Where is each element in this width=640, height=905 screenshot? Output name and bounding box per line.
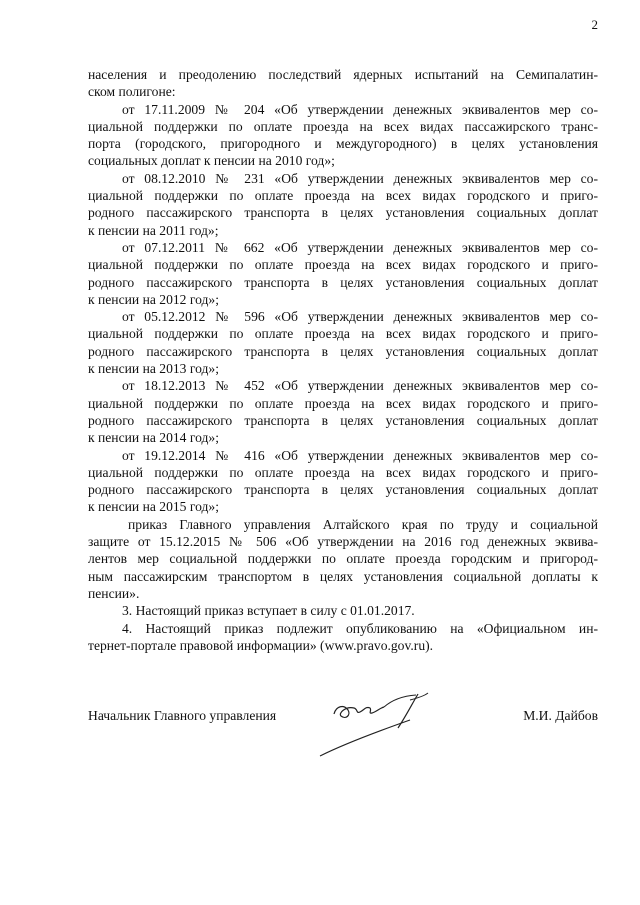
- text-line: 4. Настоящий приказ подлежит опубликованию на «Официальном ин-: [122, 620, 598, 636]
- text-line: родного пассажирского транспорта в целях установления социальных доплат: [88, 482, 598, 498]
- text-line: порта (городского, пригородного и междугородного) в целях установления: [88, 136, 598, 152]
- text-line: от 18.12.2013 № 452 «Об утверждении денежных эквивалентов мер со-: [122, 378, 598, 394]
- signer-name: М.И. Дайбов: [523, 708, 598, 723]
- text-line: от 08.12.2010 № 231 «Об утверждении денежных эквивалентов мер со-: [122, 170, 598, 186]
- text-line: циальной поддержки по оплате проезда на всех видах городского и приго-: [88, 464, 598, 480]
- text-line: ным пассажирским транспортом в целях установления социальной доплаты к: [88, 568, 598, 584]
- text-line: ском полигоне:: [88, 84, 176, 100]
- text-line: населения и преодолению последствий ядерных испытаний на Семипалатин-: [88, 67, 598, 82]
- text-line: циальной поддержки по оплате проезда на всех видах городского и приго-: [88, 395, 598, 411]
- text-line: циальной поддержки по оплате проезда на всех видах пассажирского транс-: [88, 118, 598, 134]
- text-line: лентов мер социальной поддержки по оплате проезда городским и пригород-: [88, 551, 598, 567]
- signature-block: [88, 708, 598, 768]
- text-line: циальной поддержки по оплате проезда на всех видах городского и приго-: [88, 257, 598, 273]
- text-line: социальных доплат к пенсии на 2010 год»;: [88, 153, 335, 169]
- text-line: от 19.12.2014 № 416 «Об утверждении денежных эквивалентов мер со-: [122, 447, 598, 463]
- signer-title: Начальник Главного управления: [88, 708, 277, 723]
- text-line: от 17.11.2009 № 204 «Об утверждении денежных эквивалентов мер со-: [122, 101, 598, 117]
- text-line: родного пассажирского транспорта в целях установления социальных доплат: [88, 274, 598, 290]
- text-line: от 07.12.2011 № 662 «Об утверждении денежных эквивалентов мер со-: [122, 239, 598, 255]
- handwritten-signature: [306, 692, 446, 764]
- text-line: к пенсии на 2012 год»;: [88, 291, 219, 307]
- text-line: циальной поддержки по оплате проезда на всех видах городского и приго-: [88, 188, 598, 204]
- text-line: защите от 15.12.2015 № 506 «Об утверждении на 2016 год денежных эквива-: [88, 534, 598, 550]
- text-line: приказ Главного управления Алтайского края по труду и социальной: [128, 516, 598, 532]
- text-line: к пенсии на 2013 год»;: [88, 361, 219, 377]
- document-body: [88, 66, 598, 654]
- text-line: родного пассажирского транспорта в целях установления социальных доплат: [88, 205, 598, 221]
- text-line: к пенсии на 2011 год»;: [88, 222, 219, 238]
- text-line: родного пассажирского транспорта в целях установления социальных доплат: [88, 343, 598, 359]
- text-line: 3. Настоящий приказ вступает в силу с 01.01.2017.: [122, 603, 415, 619]
- text-line: тернет-портале правовой информации» (www.pravo.gov.ru).: [88, 637, 434, 653]
- text-line: от 05.12.2012 № 596 «Об утверждении денежных эквивалентов мер со-: [122, 309, 598, 325]
- text-line: к пенсии на 2015 год»;: [88, 499, 219, 515]
- text-line: пенсии».: [88, 585, 140, 601]
- page-number: 2: [591, 17, 598, 32]
- text-line: к пенсии на 2014 год»;: [88, 430, 219, 446]
- text-line: циальной поддержки по оплате проезда на всех видах городского и приго-: [88, 326, 598, 342]
- text-line: родного пассажирского транспорта в целях установления социальных доплат: [88, 412, 598, 428]
